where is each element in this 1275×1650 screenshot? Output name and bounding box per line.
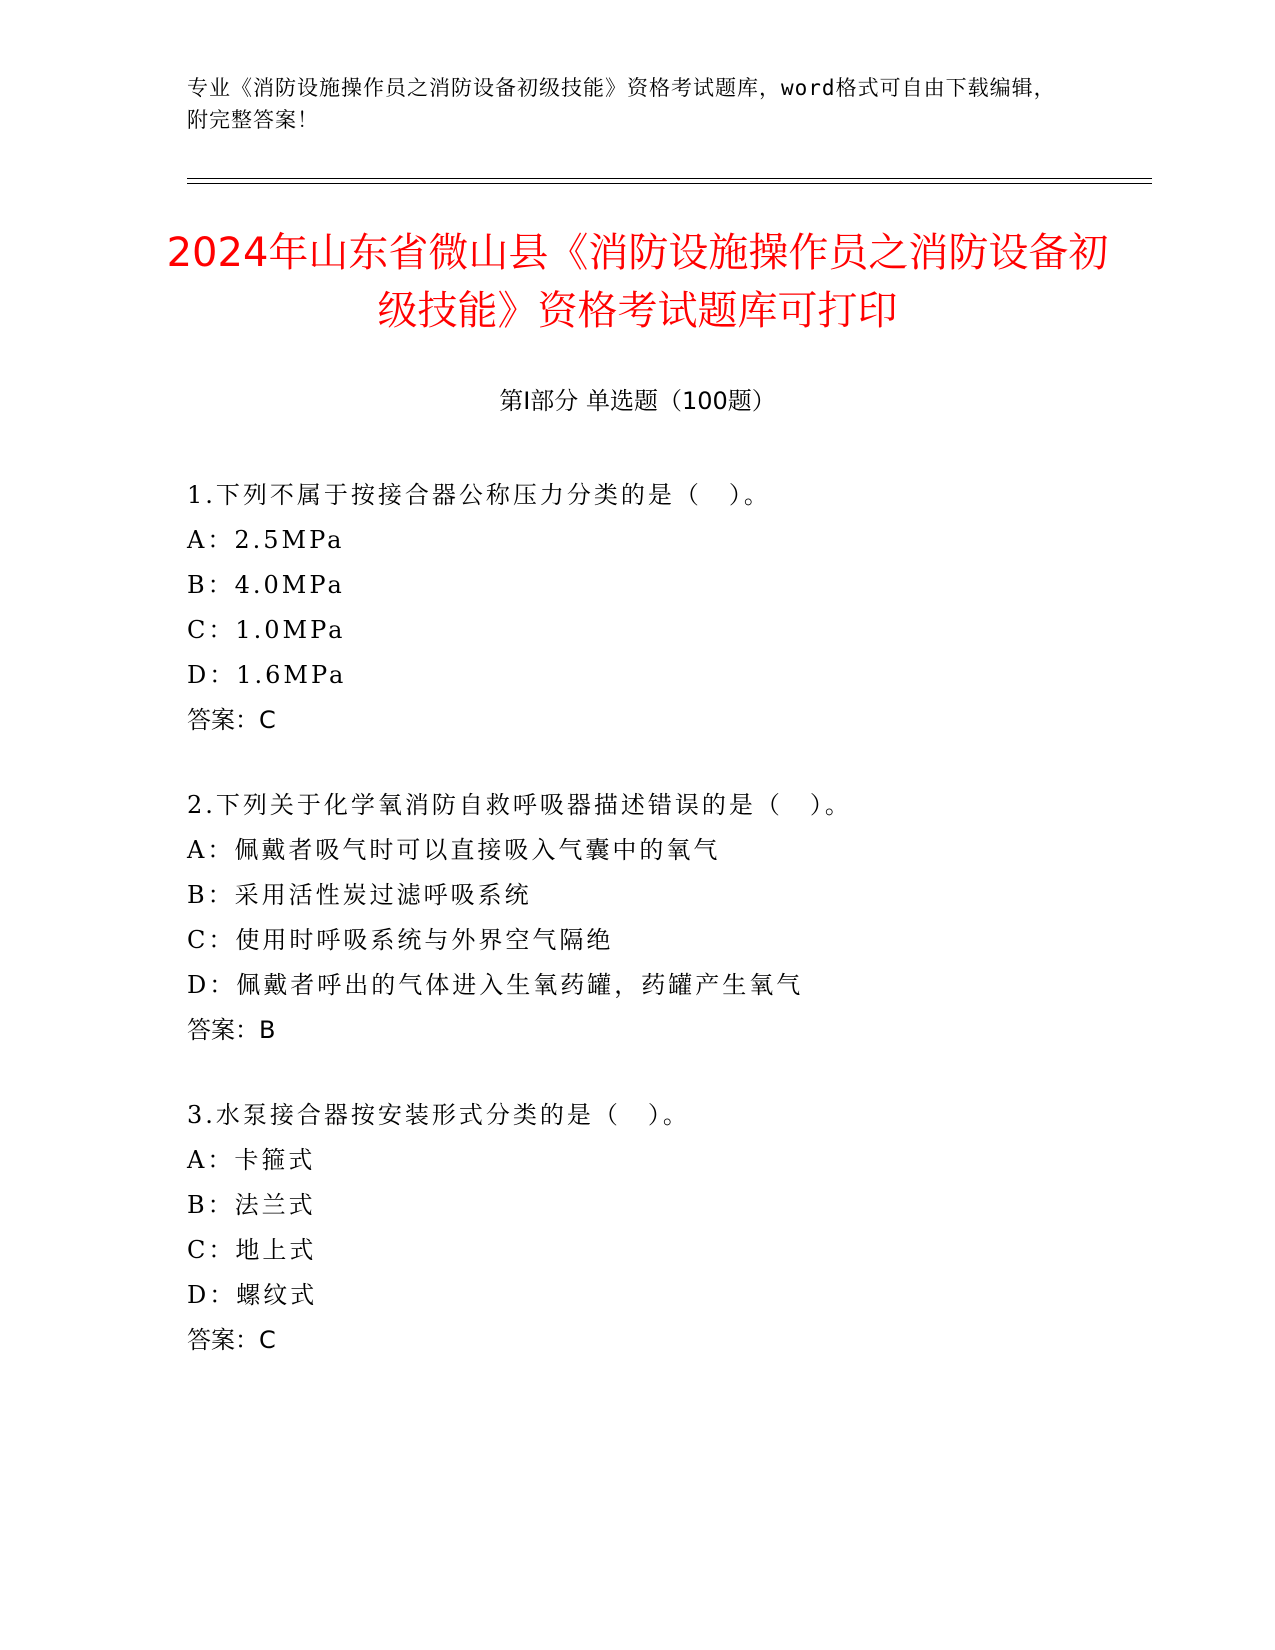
question-1 [187, 473, 1147, 743]
option-b: B：法兰式 [187, 1191, 316, 1219]
option-a: A：卡箍式 [187, 1146, 316, 1174]
option-d: D：佩戴者呼出的气体进入生氧药罐，药罐产生氧气 [187, 971, 804, 999]
option-b: B：采用活性炭过滤呼吸系统 [187, 881, 532, 909]
question-list [187, 473, 1147, 1403]
document-title: 2024年山东省微山县《消防设施操作员之消防设备初级技能》资格考试题库可打印 [166, 230, 1109, 334]
question-stem: 2.下列关于化学氧消防自救呼吸器描述错误的是（ ）。 [187, 791, 852, 819]
option-c: C：地上式 [187, 1236, 317, 1264]
option-d: D：螺纹式 [187, 1281, 318, 1309]
option-b: B：4.0MPa [187, 571, 345, 599]
answer: 答案：B [187, 1016, 276, 1044]
option-d: D：1.6MPa [187, 661, 347, 689]
answer: 答案：C [187, 706, 276, 734]
header-note: 专业《消防设施操作员之消防设备初级技能》资格考试题库，word格式可自由下载编辑，附完整答案！ [187, 76, 1056, 132]
question-stem: 1.下列不属于按接合器公称压力分类的是（ ）。 [187, 481, 771, 509]
option-c: C：1.0MPa [187, 616, 346, 644]
question-3 [187, 1093, 1147, 1363]
header-divider-bottom [187, 183, 1152, 184]
question-2 [187, 783, 1147, 1053]
question-stem: 3.水泵接合器按安装形式分类的是（ ）。 [187, 1101, 690, 1129]
answer: 答案：C [187, 1326, 276, 1354]
option-c: C：使用时呼吸系统与外界空气隔绝 [187, 926, 614, 954]
header-divider-top [187, 178, 1152, 179]
section-title: 第Ⅰ部分 单选题（100题） [499, 387, 776, 415]
option-a: A：佩戴者吸气时可以直接吸入气囊中的氧气 [187, 836, 721, 864]
option-a: A：2.5MPa [187, 526, 345, 554]
